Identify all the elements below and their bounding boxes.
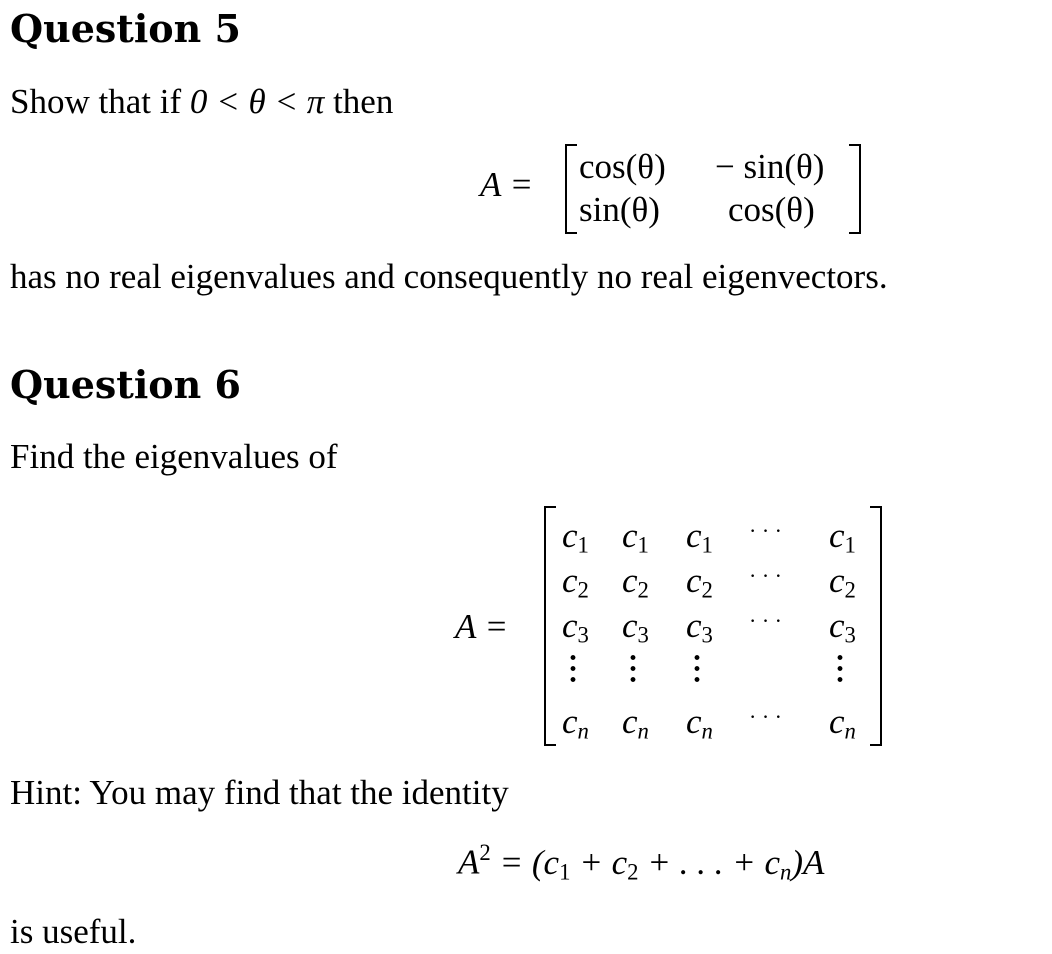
matrix-entry: $c_2$: [622, 561, 649, 603]
matrix-entry: $c_n$: [562, 702, 589, 744]
question-5-heading: Question 5: [10, 6, 241, 51]
identity-lhs: A: [458, 842, 480, 882]
rotation-matrix: [565, 144, 861, 234]
hint-text: Hint: You may find that the identity: [10, 773, 509, 812]
hdots: · · ·: [749, 608, 782, 633]
intro-prefix: Show that if: [10, 82, 190, 121]
intro-condition: 0 < θ < π: [189, 82, 325, 121]
identity-rhs: = ($c_1 + c_2$ + . . . + $c_n)A$: [499, 842, 825, 885]
question-5-conclusion: has no real eigenvalues and consequently no real eigenvectors.: [10, 257, 888, 296]
matrix-entry: $c_1$: [622, 516, 649, 558]
right-bracket: [849, 144, 861, 234]
right-bracket: [870, 506, 882, 746]
question-6-heading: Question 6: [10, 362, 241, 407]
matrix-cell-2-1: sin(θ): [579, 190, 660, 229]
hdots: · · ·: [749, 518, 782, 543]
vdots: [622, 652, 636, 690]
matrix-cell-1-1: cos(θ): [579, 147, 666, 186]
hdots: · · ·: [749, 563, 782, 588]
constant-row-matrix: [544, 506, 882, 746]
matrix-entry: $c_3$: [829, 606, 856, 648]
matrix-entry: $c_1$: [562, 516, 589, 558]
matrix-entry: $c_1$: [829, 516, 856, 558]
question-6-intro: Find the eigenvalues of: [10, 437, 338, 476]
identity-equation: [458, 840, 824, 885]
vdots: [562, 652, 576, 690]
matrix-entry: $c_3$: [562, 606, 589, 648]
vdots: [686, 652, 700, 690]
matrix-entry: $c_n$: [686, 702, 713, 744]
hdots: · · ·: [749, 704, 782, 729]
vdots: [829, 652, 843, 690]
matrix-entry: $c_3$: [686, 606, 713, 648]
matrix-a-label: A =: [455, 607, 509, 646]
matrix-entry: $c_3$: [622, 606, 649, 648]
matrix-cell-1-2: − sin(θ): [715, 147, 825, 186]
matrix-cell-2-2: cos(θ): [728, 190, 815, 229]
left-bracket: [544, 506, 556, 746]
intro-suffix: then: [324, 82, 394, 121]
matrix-entry: $c_2$: [562, 561, 589, 603]
matrix-entry: $c_n$: [622, 702, 649, 744]
matrix-entry: $c_1$: [686, 516, 713, 558]
closing-text: is useful.: [10, 912, 137, 951]
question-5-intro: [10, 82, 393, 122]
matrix-entry: $c_2$: [829, 561, 856, 603]
matrix-a-label: A =: [480, 165, 534, 204]
identity-exponent: 2: [479, 840, 491, 865]
left-bracket: [565, 144, 577, 234]
matrix-entry: $c_n$: [829, 702, 856, 744]
matrix-entry: $c_2$: [686, 561, 713, 603]
